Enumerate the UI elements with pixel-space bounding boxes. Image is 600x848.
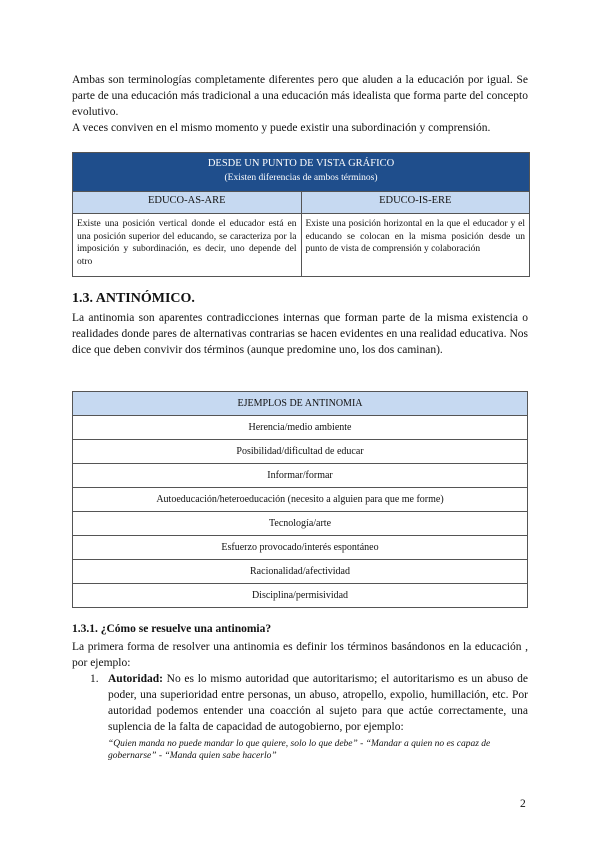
comparison-cell-educo-is-ere: Existe una posición horizontal en la que el educador y el educando se colocan en la misma posición desde un punto de vista de comprensión y colaboración bbox=[301, 214, 530, 277]
list-item-number: 1. bbox=[90, 673, 99, 685]
comparison-header-educo-as-are: EDUCO-AS-ARE bbox=[73, 192, 302, 214]
list-item bbox=[90, 671, 528, 735]
page-number: 2 bbox=[520, 798, 526, 810]
subsection-heading: 1.3.1. ¿Cómo se resuelve una antinomia? bbox=[72, 623, 272, 635]
comparison-table-title: DESDE UN PUNTO DE VISTA GRÁFICO bbox=[207, 158, 395, 169]
comparison-table-title-cell bbox=[73, 153, 530, 192]
section-heading: 1.3. ANTINÓMICO. bbox=[72, 291, 195, 306]
comparison-table-subtitle: (Existen diferencias de ambos términos) bbox=[224, 173, 378, 183]
list-item-text bbox=[108, 671, 528, 735]
table-row: Tecnología/arte bbox=[73, 512, 528, 536]
antinomy-table-header: EJEMPLOS DE ANTINOMIA bbox=[73, 392, 528, 416]
list-item-body: No es lo mismo autoridad que autoritarismo; el autoritarismo es un abuso de poder, una superioridad entre personas, un abuso, atropello, expolio, humillación, etc. Por autoridad podemos entender una coacción al sujeto para que actúe correctamente, una suplencia de la falta de capacidad de autogobierno, por ejemplo: bbox=[108, 673, 528, 733]
list-item-term: Autoridad: bbox=[108, 673, 163, 685]
section-paragraph: La antinomia son aparentes contradicciones internas que forman parte de la misma existencia o realidades donde pares de alternativas contrarias se hacen evidentes en una realidad educativa. Nos dice que deben convivir dos términos (aunque predomine uno, los dos caminan). bbox=[72, 312, 528, 356]
comparison-header-educo-is-ere: EDUCO-IS-ERE bbox=[301, 192, 530, 214]
comparison-cell-educo-as-are: Existe una posición vertical donde el educador está en una posición superior del educando, se caracteriza por la imposición y subordinación, es decir, uno depende del otro bbox=[73, 214, 302, 277]
quote-example: “Quien manda no puede mandar lo que quiere, solo lo que debe” - “Mandar a quien no es capaz de gobernarse” - “Manda quien sabe hacerlo” bbox=[108, 739, 491, 761]
table-row: Posibilidad/dificultad de educar bbox=[73, 440, 528, 464]
table-row: Esfuerzo provocado/interés espontáneo bbox=[73, 536, 528, 560]
comparison-table bbox=[72, 152, 530, 277]
table-row: Disciplina/permisividad bbox=[73, 584, 528, 608]
table-row: Racionalidad/afectividad bbox=[73, 560, 528, 584]
table-row: Herencia/medio ambiente bbox=[73, 416, 528, 440]
antinomy-examples-table bbox=[72, 391, 528, 608]
intro-paragraph-2: A veces conviven en el mismo momento y puede existir una subordinación y comprensión. bbox=[72, 122, 491, 134]
table-row: Autoeducación/heteroeducación (necesito a alguien para que me forme) bbox=[73, 488, 528, 512]
subsection-paragraph: La primera forma de resolver una antinomia es definir los términos basándonos en la educación , por ejemplo: bbox=[72, 641, 528, 669]
table-row: Informar/formar bbox=[73, 464, 528, 488]
intro-paragraph-1: Ambas son terminologías completamente diferentes pero que aluden a la educación por igual. Se parte de una educación más tradicional a una educación más idealista que forma parte del concepto evolutivo. bbox=[72, 74, 528, 118]
